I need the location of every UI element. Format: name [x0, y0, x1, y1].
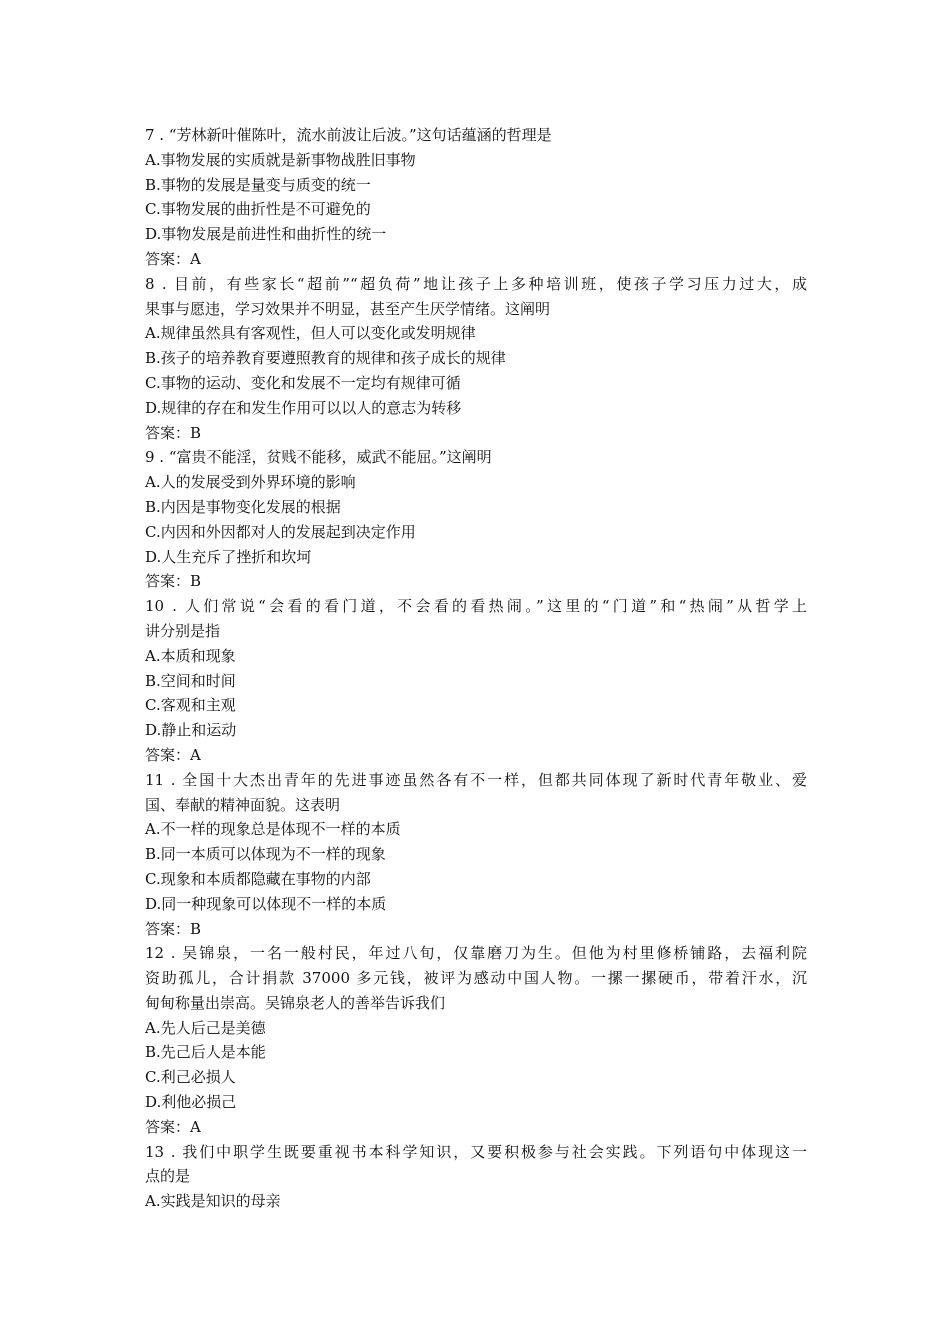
- option-a: A.本质和现象: [145, 646, 236, 665]
- answer: 答案：B: [145, 919, 202, 938]
- option-c: C.利己必损人: [145, 1068, 236, 1087]
- option-a: A.先人后己是美德: [145, 1018, 266, 1037]
- question-text: 13 . 我们中职学生既要重视书本科学知识，又要积极参与社会实践。下列语句中体现这一: [145, 1142, 807, 1161]
- question-12: [145, 941, 807, 1139]
- question-text: 11 . 全国十大杰出青年的先进事迹虽然各有不一样，但都共同体现了新时代青年敬业、爱: [145, 770, 807, 789]
- question-text: 资助孤儿，合计捐款 37000 多元钱，被评为感动中国人物。一摞一摞硬币，带着汗水，沉: [145, 969, 807, 988]
- option-a: A.事物发展的实质就是新事物战胜旧事物: [145, 150, 416, 169]
- answer: 答案：A: [145, 1117, 201, 1136]
- answer: 答案：B: [145, 572, 202, 591]
- answer: 答案：A: [145, 745, 201, 764]
- question-text: 9 . “富贵不能淫，贫贱不能移，威武不能屈。”这阐明: [145, 448, 492, 467]
- question-13: [145, 1140, 807, 1214]
- question-7: [145, 123, 807, 272]
- option-b: B.空间和时间: [145, 671, 236, 690]
- option-c: C.客观和主观: [145, 696, 236, 715]
- option-d: D.静止和运动: [145, 721, 237, 740]
- question-11: [145, 768, 807, 942]
- question-9: [145, 445, 807, 594]
- question-text: 国、奉献的精神面貌。这表明: [145, 795, 341, 814]
- option-c: C.事物发展的曲折性是不可避免的: [145, 200, 371, 219]
- option-b: B.同一本质可以体现为不一样的现象: [145, 845, 386, 864]
- question-text: 12 . 吴锦泉，一名一般村民，年过八旬，仅靠磨刀为生。但他为村里修桥铺路，去福利院: [145, 944, 807, 963]
- option-c: C.事物的运动、变化和发展不一定均有规律可循: [145, 373, 461, 392]
- option-d: D.同一种现象可以体现不一样的本质: [145, 894, 387, 913]
- document-body: [145, 123, 807, 1214]
- option-a: A.不一样的现象总是体现不一样的本质: [145, 820, 401, 839]
- option-a: A.规律虽然具有客观性，但人可以变化或发明规律: [145, 324, 476, 343]
- option-b: B.孩子的培养教育要遵照教育的规律和孩子成长的规律: [145, 349, 506, 368]
- question-text: 7 . “芳林新叶催陈叶，流水前波让后波。”这句话蕴涵的哲理是: [145, 126, 552, 144]
- question-text: 8 . 目前，有些家长“超前”“超负荷”地让孩子上多种培训班，使孩子学习压力过大，成: [145, 274, 807, 293]
- question-text: 果事与愿违，学习效果并不明显，甚至产生厌学情绪。这阐明: [145, 299, 551, 318]
- option-c: C.现象和本质都隐藏在事物的内部: [145, 869, 371, 888]
- question-text: 10 . 人们常说“会看的看门道，不会看的看热闹。”这里的“门道”和“热闹”从哲学上: [145, 597, 807, 616]
- option-b: B.先己后人是本能: [145, 1043, 266, 1062]
- option-d: D.人生充斥了挫折和坎坷: [145, 547, 312, 566]
- answer: 答案：B: [145, 423, 202, 442]
- option-a: A.人的发展受到外界环境的影响: [145, 473, 356, 492]
- option-b: B.内因是事物变化发展的根据: [145, 497, 341, 516]
- question-text: 点的是: [145, 1167, 191, 1186]
- question-text: 甸甸称量出崇高。吴锦泉老人的善举告诉我们: [145, 993, 446, 1012]
- option-a: A.实践是知识的母亲: [145, 1192, 281, 1211]
- question-text: 讲分别是指: [145, 621, 221, 640]
- option-d: D.利他必损己: [145, 1093, 237, 1112]
- option-d: D.事物发展是前进性和曲折性的统一: [145, 225, 387, 244]
- option-c: C.内因和外因都对人的发展起到决定作用: [145, 522, 416, 541]
- question-8: [145, 272, 807, 446]
- answer: 答案：A: [145, 249, 201, 268]
- question-10: [145, 594, 807, 768]
- option-d: D.规律的存在和发生作用可以以人的意志为转移: [145, 398, 462, 417]
- option-b: B.事物的发展是量变与质变的统一: [145, 175, 371, 194]
